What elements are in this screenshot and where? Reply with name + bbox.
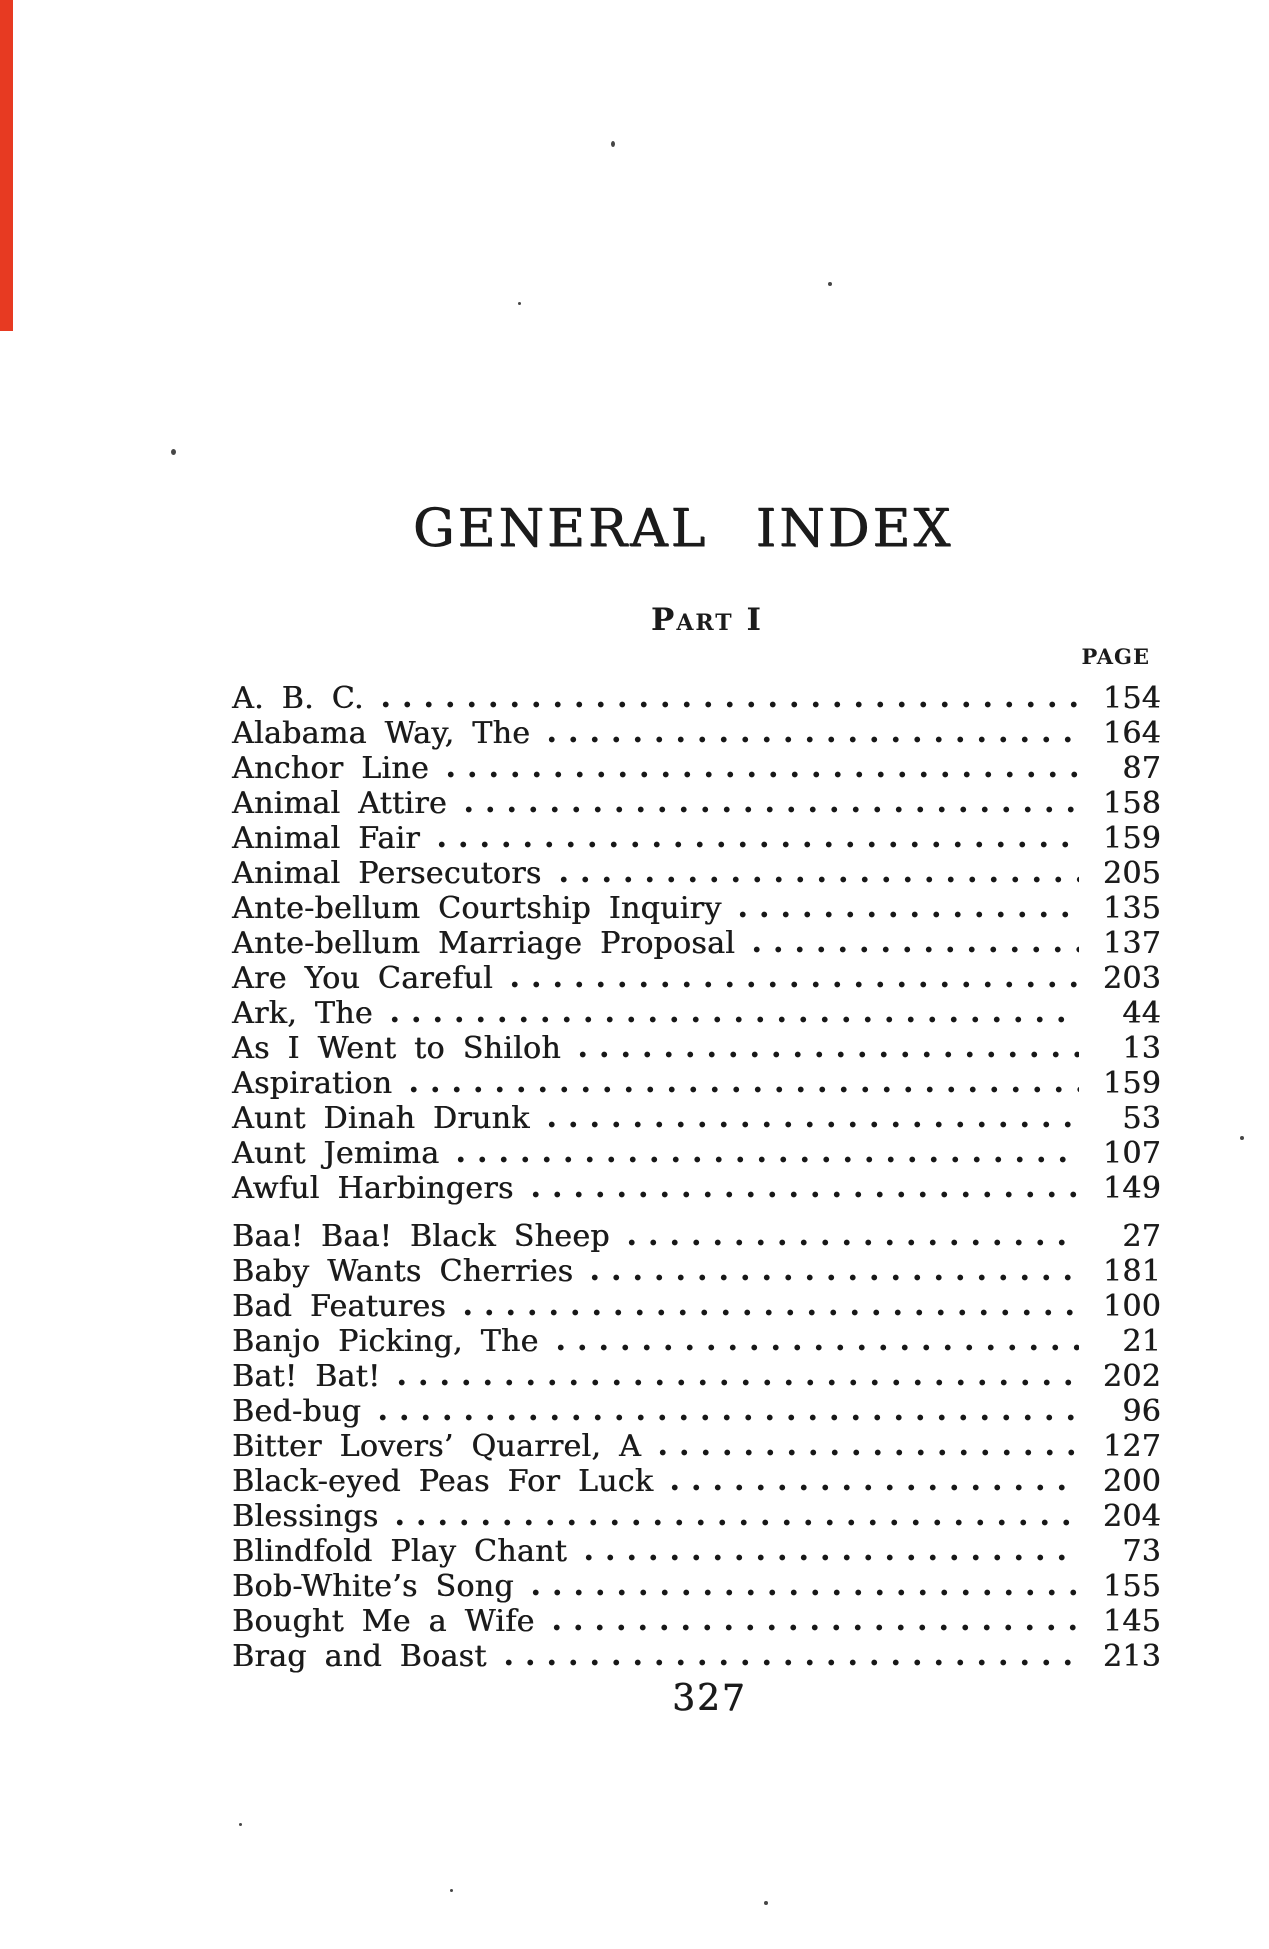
dot-leader [571,1534,1079,1569]
index-entry [232,1394,1161,1429]
entry-page-number: 205 [1102,856,1161,891]
scan-speck [1240,1136,1244,1140]
entry-title: Ante-bellum Courtship Inquiry [232,891,722,926]
index-entry [232,1464,1161,1499]
index-entry [232,1101,1161,1136]
entry-page-number: 202 [1102,1359,1161,1394]
dot-leader [450,1289,1079,1324]
entry-title: Aunt Dinah Drunk [232,1101,530,1136]
index-entry [232,926,1161,961]
index-entry [232,1219,1161,1254]
index-section [232,681,1161,1206]
dot-leader [396,1066,1079,1101]
dot-leader [365,1394,1079,1429]
entry-page-number: 73 [1122,1534,1161,1569]
entry-title: As I Went to Shiloh [232,1031,561,1066]
entry-page-number: 135 [1102,891,1161,926]
entry-title: Are You Careful [232,961,493,996]
dot-leader [657,1464,1079,1499]
entry-title: Awful Harbingers [232,1171,514,1206]
dot-leader [725,891,1079,926]
dot-leader [518,1569,1079,1604]
index-entry [232,1066,1161,1101]
entry-title: Baa! Baa! Black Sheep [232,1219,610,1254]
page-column-label: PAGE [1081,644,1150,669]
entry-title: Anchor Line [232,751,429,786]
scan-speck [764,1901,768,1905]
dot-leader [546,856,1079,891]
dot-leader [382,1499,1079,1534]
dot-leader [739,926,1079,961]
dot-leader [384,1359,1079,1394]
dot-leader [534,1101,1079,1136]
entry-page-number: 13 [1122,1031,1161,1066]
entry-page-number: 53 [1122,1101,1161,1136]
dot-leader [577,1254,1079,1289]
entry-title: Black-eyed Peas For Luck [232,1464,654,1499]
dot-leader [368,681,1079,716]
index-entry [232,1499,1161,1534]
dot-leader [645,1429,1079,1464]
dot-leader [377,996,1079,1031]
dot-leader [614,1219,1079,1254]
entry-page-number: 127 [1102,1429,1161,1464]
entry-page-number: 200 [1102,1464,1161,1499]
entry-title: Bad Features [232,1289,446,1324]
index-entry [232,681,1161,716]
dot-leader [565,1031,1079,1066]
entry-page-number: 158 [1102,786,1161,821]
index-entry [232,1569,1161,1604]
entry-title: Bob-White’s Song [232,1569,514,1604]
index-entry [232,716,1161,751]
entry-page-number: 107 [1102,1136,1161,1171]
entry-page-number: 137 [1102,926,1161,961]
entry-title: Aspiration [232,1066,393,1101]
entry-title: Ante-bellum Marriage Proposal [232,926,736,961]
entry-title: Blindfold Play Chant [232,1534,567,1569]
index-entry [232,961,1161,996]
index-section [232,1219,1161,1674]
dot-leader [451,786,1079,821]
entry-title: Animal Fair [232,821,420,856]
scan-speck [239,1823,242,1826]
entry-title: Animal Persecutors [232,856,542,891]
entry-title: A. B. C. [232,681,364,716]
bookmark-strip [0,0,13,331]
index-entry [232,1324,1161,1359]
scan-speck [611,141,615,147]
entry-page-number: 213 [1102,1639,1161,1674]
entry-page-number: 155 [1102,1569,1161,1604]
entry-title: Blessings [232,1499,379,1534]
entry-page-number: 203 [1102,961,1161,996]
entry-page-number: 159 [1102,821,1161,856]
entry-page-number: 181 [1102,1254,1161,1289]
entry-page-number: 149 [1102,1171,1161,1206]
index-entry [232,856,1161,891]
index-entry [232,1429,1161,1464]
entry-title: Brag and Boast [232,1639,487,1674]
dot-leader [518,1171,1079,1206]
index-entry [232,1604,1161,1639]
index-entry [232,751,1161,786]
index-entry [232,996,1161,1031]
dot-leader [539,1604,1079,1639]
entry-title: Animal Attire [232,786,447,821]
dot-leader [433,751,1079,786]
scan-speck [171,449,176,455]
entry-page-number: 27 [1122,1219,1161,1254]
entry-page-number: 96 [1122,1394,1161,1429]
index-entry [232,1639,1161,1674]
index-entry [232,1359,1161,1394]
entry-title: Alabama Way, The [232,716,531,751]
index-entry [232,1254,1161,1289]
dot-leader [424,821,1079,856]
index-entry [232,1031,1161,1066]
index-entry [232,786,1161,821]
index-entry [232,1171,1161,1206]
entry-title: Aunt Jemima [232,1136,440,1171]
scan-speck [450,1889,453,1892]
page-title: GENERAL INDEX [412,499,954,559]
entry-page-number: 100 [1102,1289,1161,1324]
scan-speck [518,302,521,305]
dot-leader [543,1324,1079,1359]
scan-speck [828,282,832,286]
index-list [232,681,1161,1674]
entry-title: Bed-bug [232,1394,361,1429]
entry-page-number: 87 [1122,751,1161,786]
entry-page-number: 21 [1122,1324,1161,1359]
entry-page-number: 145 [1102,1604,1161,1639]
entry-title: Bat! Bat! [232,1359,381,1394]
entry-page-number: 204 [1102,1499,1161,1534]
index-entry [232,821,1161,856]
entry-page-number: 164 [1102,716,1161,751]
entry-title: Bought Me a Wife [232,1604,535,1639]
index-entry [232,1289,1161,1324]
entry-page-number: 44 [1122,996,1161,1031]
entry-title: Banjo Picking, The [232,1324,539,1359]
part-heading: Part I [651,602,763,638]
index-entry [232,891,1161,926]
dot-leader [491,1639,1079,1674]
entry-title: Ark, The [232,996,373,1031]
entry-title: Bitter Lovers’ Quarrel, A [232,1429,641,1464]
entry-page-number: 154 [1102,681,1161,716]
entry-page-number: 159 [1102,1066,1161,1101]
dot-leader [497,961,1079,996]
dot-leader [534,716,1079,751]
index-entry [232,1534,1161,1569]
entry-title: Baby Wants Cherries [232,1254,574,1289]
dot-leader [443,1136,1079,1171]
index-entry [232,1136,1161,1171]
folio-page-number: 327 [672,1678,747,1719]
